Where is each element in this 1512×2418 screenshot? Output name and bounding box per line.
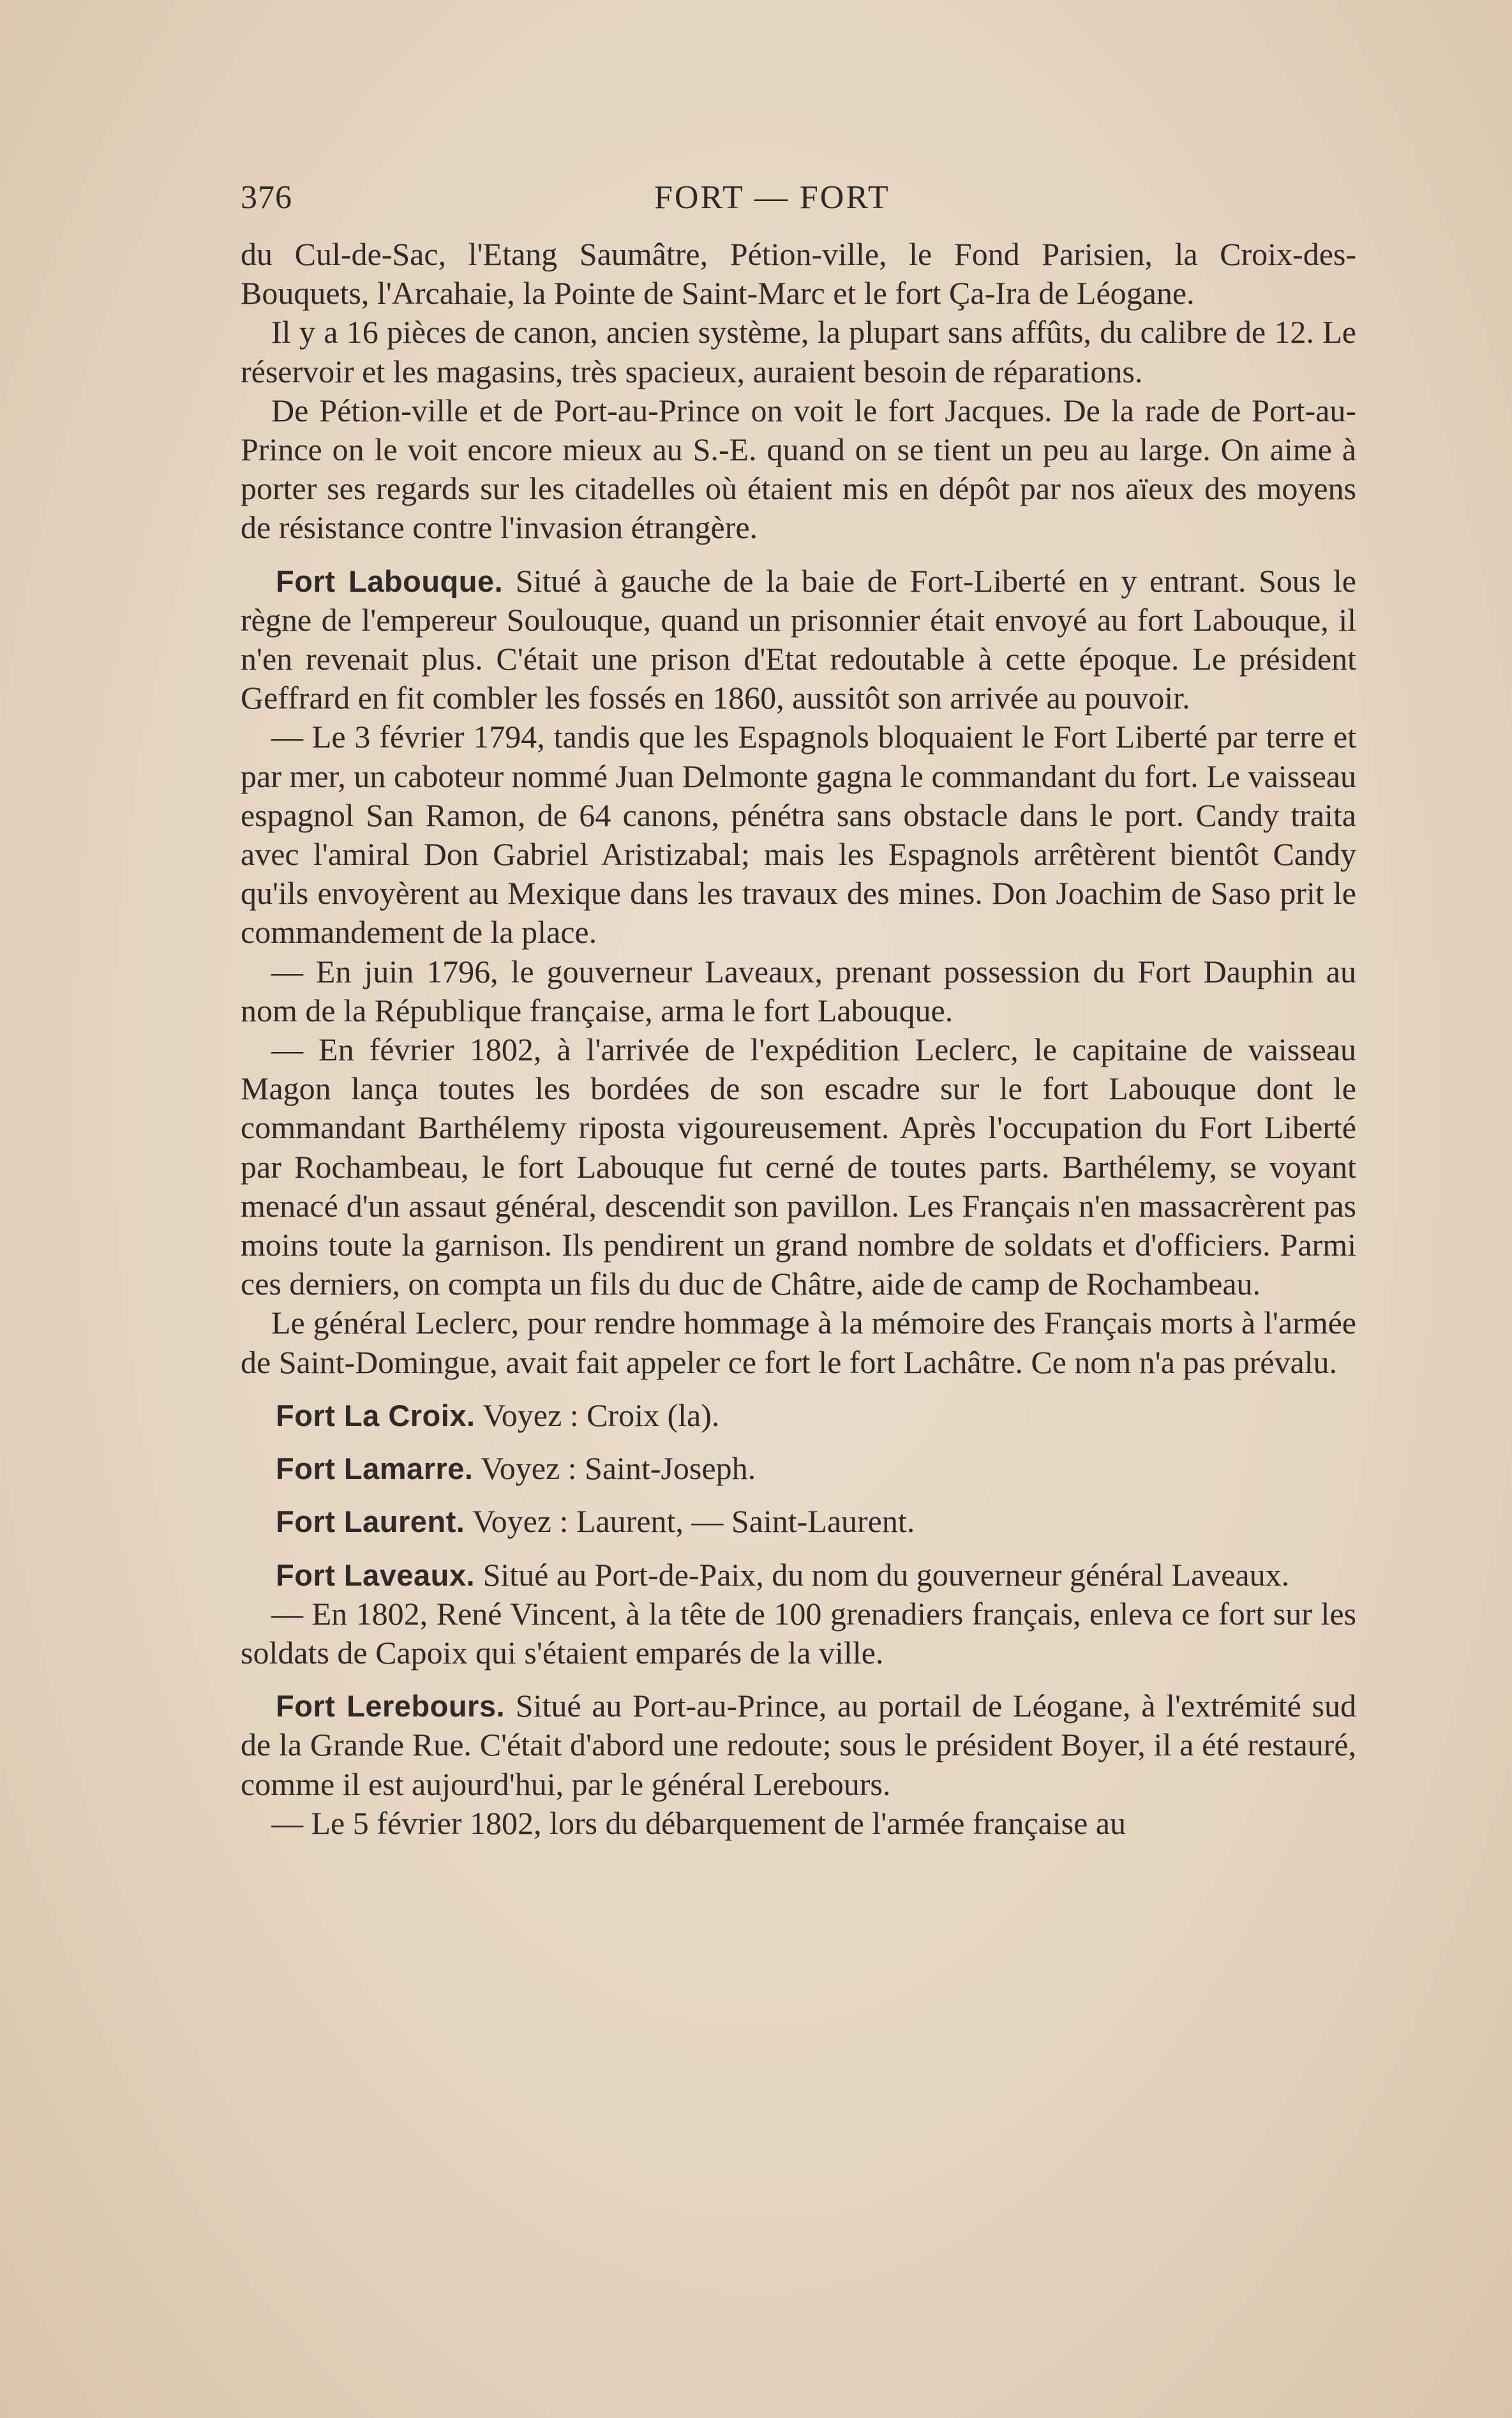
body-text [241, 235, 1356, 1843]
paragraph: De Pétion-ville et de Port-au-Prince on voit le fort Jacques. De la rade de Port-au-Prince on le voit encore mieux au S.-E. quand on se tient un peu au large. On aime à porter ses regards sur les citadelles où étaient mis en dépôt par nos aïeux des moyens de résistance contre l'invasion étrangère. [241, 392, 1356, 546]
paragraph: — En juin 1796, le gouverneur Laveaux, prenant possession du Fort Dauphin au nom de la République française, arma le fort Labouque. [241, 953, 1356, 1028]
entry-fort-lerebours [241, 1686, 1356, 1804]
entry-text: Situé à gauche de la baie de Fort-Liberté en y entrant. Sous le règne de l'empereur Soulouque, quand un prisonnier était envoyé au fort Labouque, il n'en revenait plus. C'était une prison d'Etat redoutable à cette époque. Le président Geffrard en fit combler les fossés en 1860, aussitôt son arrivée au pouvoir. [241, 562, 1356, 716]
headword: Fort Labouque. [276, 564, 504, 598]
entry-text: Voyez : Laurent, — Saint-Laurent. [472, 1503, 915, 1540]
paragraph: du Cul-de-Sac, l'Etang Saumâtre, Pétion-ville, le Fond Parisien, la Croix-des-Bouquets, l'Arcahaie, la Pointe de Saint-Marc et le fort Ça-Ira de Léogane. [241, 236, 1356, 312]
paragraph: — En février 1802, à l'arrivée de l'expédition Leclerc, le capitaine de vaisseau Magon lança toutes les bordées de son escadre sur le fort Labouque dont le commandant Barthélemy riposta vigoureusement. Après l'occupation du Fort Liberté par Rochambeau, le fort Labouque fut cerné de toutes parts. Barthélemy, se voyant menacé d'un assaut général, descendit son pavillon. Les Français n'en massacrèrent pas moins toute la garnison. Ils pendirent un grand nombre de soldats et d'officiers. Parmi ces derniers, on compta un fils du duc de Châtre, aide de camp de Rochambeau. [241, 1032, 1356, 1302]
headword: Fort Laveaux. [276, 1558, 475, 1592]
page-number: 376 [241, 179, 292, 216]
entry-text: Voyez : Saint-Joseph. [481, 1450, 756, 1487]
entry-fort-laurent [241, 1502, 1356, 1541]
entry-text: Voyez : Croix (la). [483, 1397, 720, 1433]
paragraph: — Le 3 février 1794, tandis que les Espagnols bloquaient le Fort Liberté par terre et par mer, un caboteur nommé Juan Delmonte gagna le commandant du fort. Le vaisseau espagnol San Ramon, de 64 canons, pénétra sans obstacle dans le port. Candy traita avec l'amiral Don Gabriel Aristizabal; mais les Espagnols arrêtèrent bientôt Candy qu'ils envoyèrent au Mexique dans les travaux des mines. Don Joachim de Saso prit le commandement de la place. [241, 719, 1356, 950]
headword: Fort Laurent. [276, 1505, 465, 1539]
headword: Fort La Croix. [276, 1398, 475, 1432]
entry-fort-labouque [241, 562, 1356, 718]
entry-text: Situé au Port-de-Paix, du nom du gouverneur général Laveaux. [483, 1556, 1290, 1593]
running-title: FORT — FORT [654, 179, 890, 216]
paragraph: — Le 5 février 1802, lors du débarquement de l'armée française au [271, 1805, 1126, 1841]
entry-text: Situé au Port-au-Prince, au portail de Léogane, à l'extrémité sud de la Grande Rue. C'était d'abord une redoute; sous le président Boyer, il a été restauré, comme il est aujourd'hui, par le général Lerebours. [241, 1688, 1357, 1802]
paragraph: — En 1802, René Vincent, à la tête de 100 grenadiers français, enleva ce fort sur les soldats de Capoix qui s'étaient emparés de la ville. [241, 1595, 1356, 1671]
paragraph: Il y a 16 pièces de canon, ancien système, la plupart sans affûts, du calibre de 12. Le réservoir et les magasins, très spacieux, auraient besoin de réparations. [241, 314, 1356, 389]
entry-fort-laveaux [241, 1556, 1356, 1595]
headword: Fort Lerebours. [276, 1689, 505, 1723]
running-head [241, 176, 1356, 220]
paragraph: Le général Leclerc, pour rendre hommage à la mémoire des Français morts à l'armée de Saint-Domingue, avait fait appeler ce fort le fort Lachâtre. Ce nom n'a pas prévalu. [241, 1305, 1356, 1380]
entry-fort-lamarre [241, 1449, 1356, 1488]
headword: Fort Lamarre. [276, 1452, 474, 1486]
entry-fort-la-croix [241, 1396, 1356, 1435]
